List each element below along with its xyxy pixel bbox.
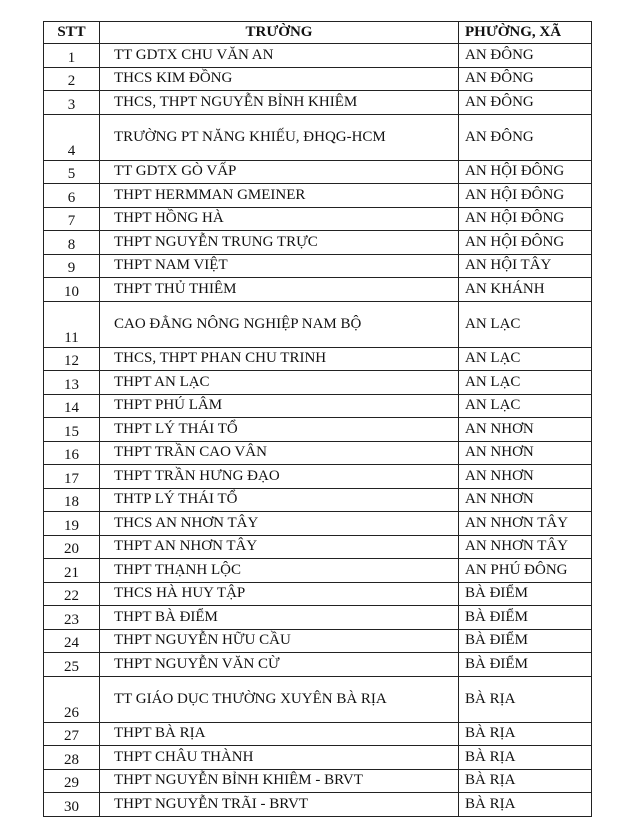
stt-cell: 14 (44, 394, 100, 418)
stt-cell: 13 (44, 371, 100, 395)
stt-cell: 10 (44, 278, 100, 302)
ward-cell: AN LẠC (459, 301, 592, 347)
stt-cell: 25 (44, 653, 100, 677)
table-row (44, 67, 592, 91)
ward-cell: AN NHƠN (459, 465, 592, 489)
header-school: TRƯỜNG (100, 22, 459, 44)
school-cell: THPT NAM VIỆT (100, 254, 459, 278)
school-cell: THPT AN LẠC (100, 371, 459, 395)
stt-cell: 6 (44, 184, 100, 208)
table-row (44, 278, 592, 302)
stt-cell: 22 (44, 582, 100, 606)
ward-cell: BÀ ĐIỂM (459, 582, 592, 606)
stt-cell: 20 (44, 535, 100, 559)
ward-cell: AN NHƠN (459, 441, 592, 465)
ward-cell: BÀ RỊA (459, 676, 592, 722)
table-row (44, 629, 592, 653)
school-cell: TRƯỜNG PT NĂNG KHIẾU, ĐHQG-HCM (100, 114, 459, 160)
ward-cell: AN ĐÔNG (459, 67, 592, 91)
stt-cell: 18 (44, 488, 100, 512)
school-cell: THPT NGUYỄN TRÃI - BRVT (100, 793, 459, 817)
table-row (44, 746, 592, 770)
table-row (44, 44, 592, 68)
table-row (44, 465, 592, 489)
stt-cell: 19 (44, 512, 100, 536)
school-cell: THPT THỦ THIÊM (100, 278, 459, 302)
table-row (44, 254, 592, 278)
table-row (44, 114, 592, 160)
stt-cell: 16 (44, 441, 100, 465)
ward-cell: BÀ ĐIỂM (459, 629, 592, 653)
school-cell: THPT TRẦN HƯNG ĐẠO (100, 465, 459, 489)
table-row (44, 653, 592, 677)
ward-cell: AN HỘI ĐÔNG (459, 184, 592, 208)
school-cell: THPT CHÂU THÀNH (100, 746, 459, 770)
table-row (44, 441, 592, 465)
table-row (44, 184, 592, 208)
school-cell: THCS, THPT NGUYỄN BỈNH KHIÊM (100, 91, 459, 115)
school-cell: THPT BÀ ĐIỂM (100, 606, 459, 630)
ward-cell: AN NHƠN TÂY (459, 535, 592, 559)
header-row (44, 22, 592, 44)
school-cell: TT GIÁO DỤC THƯỜNG XUYÊN BÀ RỊA (100, 676, 459, 722)
school-cell: THPT TRẦN CAO VÂN (100, 441, 459, 465)
stt-cell: 27 (44, 722, 100, 746)
schools-table (43, 21, 592, 817)
table-row (44, 207, 592, 231)
ward-cell: BÀ ĐIỂM (459, 606, 592, 630)
table-row (44, 559, 592, 583)
table-row (44, 160, 592, 184)
ward-cell: AN HỘI ĐÔNG (459, 160, 592, 184)
table-row (44, 793, 592, 817)
ward-cell: AN ĐÔNG (459, 91, 592, 115)
stt-cell: 28 (44, 746, 100, 770)
table-row (44, 676, 592, 722)
ward-cell: AN HỘI ĐÔNG (459, 207, 592, 231)
table-row (44, 722, 592, 746)
table-row (44, 91, 592, 115)
table-row (44, 347, 592, 371)
ward-cell: AN HỘI TÂY (459, 254, 592, 278)
ward-cell: AN LẠC (459, 371, 592, 395)
table-row (44, 606, 592, 630)
header-stt: STT (44, 22, 100, 44)
school-cell: CAO ĐẲNG NÔNG NGHIỆP NAM BỘ (100, 301, 459, 347)
school-cell: THPT NGUYỄN HỮU CẦU (100, 629, 459, 653)
ward-cell: AN NHƠN (459, 418, 592, 442)
table-row (44, 418, 592, 442)
table-row (44, 301, 592, 347)
stt-cell: 2 (44, 67, 100, 91)
stt-cell: 15 (44, 418, 100, 442)
ward-cell: AN LẠC (459, 347, 592, 371)
stt-cell: 23 (44, 606, 100, 630)
ward-cell: BÀ RỊA (459, 769, 592, 793)
school-cell: THCS HÀ HUY TẬP (100, 582, 459, 606)
stt-cell: 5 (44, 160, 100, 184)
stt-cell: 12 (44, 347, 100, 371)
table-row (44, 488, 592, 512)
school-cell: THTP LÝ THÁI TỔ (100, 488, 459, 512)
stt-cell: 7 (44, 207, 100, 231)
ward-cell: AN HỘI ĐÔNG (459, 231, 592, 255)
table-row (44, 535, 592, 559)
school-cell: THPT PHÚ LÂM (100, 394, 459, 418)
ward-cell: AN LẠC (459, 394, 592, 418)
stt-cell: 9 (44, 254, 100, 278)
school-cell: THPT LÝ THÁI TỔ (100, 418, 459, 442)
table-row (44, 582, 592, 606)
school-cell: TT GDTX GÒ VẤP (100, 160, 459, 184)
stt-cell: 1 (44, 44, 100, 68)
school-cell: TT GDTX CHU VĂN AN (100, 44, 459, 68)
school-cell: THPT THẠNH LỘC (100, 559, 459, 583)
stt-cell: 29 (44, 769, 100, 793)
header-ward: PHƯỜNG, XÃ (459, 22, 592, 44)
school-cell: THCS KIM ĐỒNG (100, 67, 459, 91)
school-cell: THPT AN NHƠN TÂY (100, 535, 459, 559)
table-row (44, 371, 592, 395)
school-cell: THPT NGUYỄN BỈNH KHIÊM - BRVT (100, 769, 459, 793)
school-cell: THPT HỒNG HÀ (100, 207, 459, 231)
table-row (44, 769, 592, 793)
ward-cell: AN ĐÔNG (459, 44, 592, 68)
table-row (44, 512, 592, 536)
ward-cell: BÀ ĐIỂM (459, 653, 592, 677)
table-row (44, 231, 592, 255)
stt-cell: 17 (44, 465, 100, 489)
stt-cell: 11 (44, 301, 100, 347)
stt-cell: 30 (44, 793, 100, 817)
stt-cell: 24 (44, 629, 100, 653)
stt-cell: 4 (44, 114, 100, 160)
ward-cell: AN KHÁNH (459, 278, 592, 302)
ward-cell: AN PHÚ ĐÔNG (459, 559, 592, 583)
ward-cell: AN NHƠN (459, 488, 592, 512)
school-cell: THPT HERMMAN GMEINER (100, 184, 459, 208)
ward-cell: BÀ RỊA (459, 746, 592, 770)
ward-cell: BÀ RỊA (459, 722, 592, 746)
stt-cell: 21 (44, 559, 100, 583)
ward-cell: BÀ RỊA (459, 793, 592, 817)
school-cell: THPT NGUYỄN VĂN CỪ (100, 653, 459, 677)
ward-cell: AN ĐÔNG (459, 114, 592, 160)
table-row (44, 394, 592, 418)
school-cell: THCS, THPT PHAN CHU TRINH (100, 347, 459, 371)
ward-cell: AN NHƠN TÂY (459, 512, 592, 536)
stt-cell: 8 (44, 231, 100, 255)
stt-cell: 3 (44, 91, 100, 115)
school-cell: THPT NGUYỄN TRUNG TRỰC (100, 231, 459, 255)
school-cell: THCS AN NHƠN TÂY (100, 512, 459, 536)
school-cell: THPT BÀ RỊA (100, 722, 459, 746)
stt-cell: 26 (44, 676, 100, 722)
